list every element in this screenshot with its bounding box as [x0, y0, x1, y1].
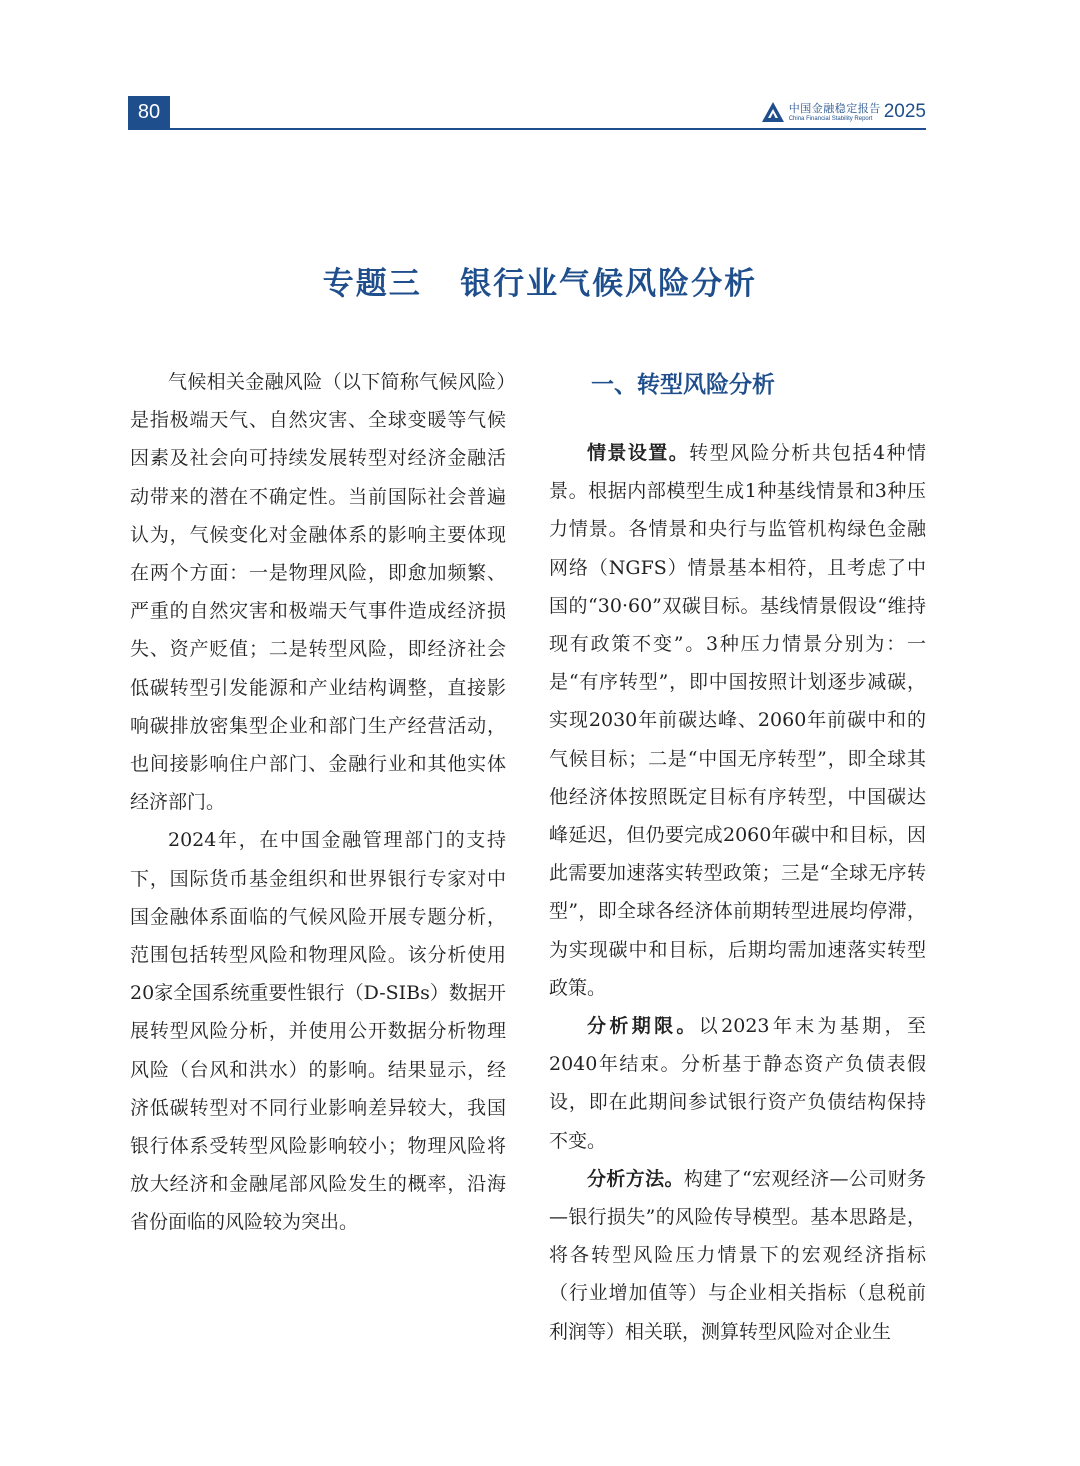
title-prefix: 专题三 — [322, 265, 422, 302]
title-text: 银行业气候风险分析 — [460, 265, 758, 302]
period-text: 以2023年末为基期，至2040年结束。分析基于静态资产负债表假设，即在此期间参试银行资产负债结构保持不变。 — [549, 1015, 926, 1152]
method-paragraph — [549, 1160, 926, 1351]
period-lead: 分析期限。 — [587, 1015, 699, 1038]
header-rule — [128, 128, 926, 130]
section-heading: 一、转型风险分析 — [591, 372, 775, 398]
scenario-paragraph — [549, 434, 926, 1007]
report-title-cn: 中国金融稳定报告 — [788, 101, 881, 115]
page-header — [128, 96, 926, 130]
report-title-en: China Financial Stability Report — [788, 115, 873, 122]
page-number: 80 — [128, 96, 170, 129]
left-column — [130, 363, 506, 1242]
scenario-lead: 情景设置。 — [587, 442, 690, 464]
period-paragraph — [549, 1007, 926, 1160]
page-title — [0, 259, 1080, 309]
scenario-text: 转型风险分析共包括4种情景。根据内部模型生成1种基线情景和3种压力情景。各情景和央行与监管机构绿色金融网络（NGFS）情景基本相符，且考虑了中国的“30·60”双碳目标。基线情景假设“维持现有政策不变”。3种压力情景分别为：一是“有序转型”，即中国按照计划逐步减碳，实现2030年前碳达峰、2060年前碳中和的气候目标；二是“中国无序转型”，即全球其他经济体按照既定目标有序转型，中国碳达峰延迟，但仍要完成2060年碳中和目标，因此需要加速落实转型政策；三是“全球无序转型”，即全球各经济体前期转型进展均停滞，为实现碳中和目标，后期均需加速落实转型政策。 — [549, 442, 926, 999]
right-column — [549, 363, 926, 1351]
method-text: 构建了“宏观经济—公司财务—银行损失”的风险传导模型。基本思路是，将各转型风险压力情景下的宏观经济指标（行业增加值等）与企业相关指标（息税前利润等）相关联，测算转型风险对企业生 — [549, 1167, 926, 1343]
mountain-logo-icon — [761, 101, 785, 123]
report-year: 2025 — [883, 101, 926, 122]
report-title — [789, 102, 881, 123]
report-brand — [761, 98, 926, 126]
intro-paragraph-1: 气候相关金融风险（以下简称气候风险）是指极端天气、自然灾害、全球变暖等气候因素及社会向可持续发展转型对经济金融活动带来的潜在不确定性。当前国际社会普遍认为，气候变化对金融体系的影响主要体现在两个方面：一是物理风险，即愈加频繁、严重的自然灾害和极端天气事件造成经济损失、资产贬值；二是转型风险，即经济社会低碳转型引发能源和产业结构调整，直接影响碳排放密集型企业和部门生产经营活动，也间接影响住户部门、金融行业和其他实体经济部门。 — [130, 371, 506, 814]
method-lead: 分析方法。 — [587, 1167, 684, 1190]
intro-paragraph-2: 2024年，在中国金融管理部门的支持下，国际货币基金组织和世界银行专家对中国金融体系面临的气候风险开展专题分析，范围包括转型风险和物理风险。该分析使用20家全国系统重要性银行（D-SIBs）数据开展转型风险分析，并使用公开数据分析物理风险（台风和洪水）的影响。结果显示，经济低碳转型对不同行业影响差异较大，我国银行体系受转型风险影响较小；物理风险将放大经济和金融尾部风险发生的概率，沿海省份面临的风险较为突出。 — [130, 829, 506, 1234]
